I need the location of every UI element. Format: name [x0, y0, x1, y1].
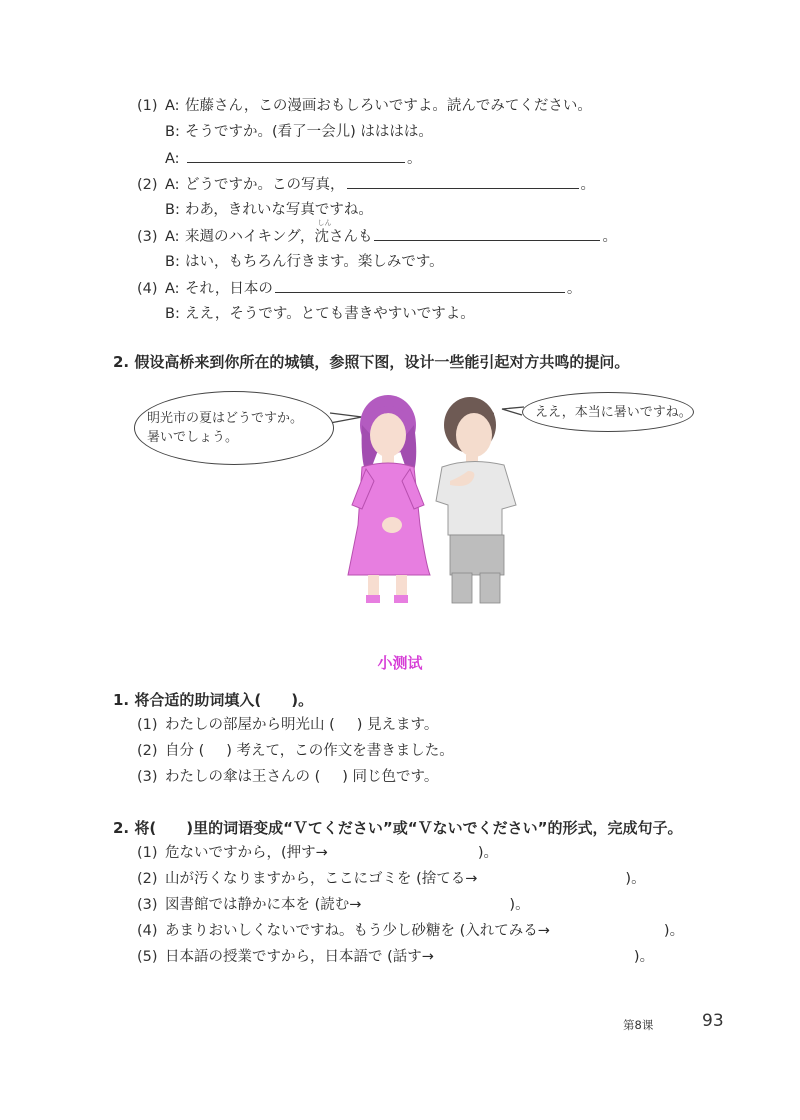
dialogue-text: そうですか。(看了一会儿) はははは。: [185, 124, 433, 140]
item-number: (5): [137, 949, 158, 965]
quiz-q2-heading: 2. 将( )里的词语变成“Ｖてください”或“Ｖないでください”的形式，完成句子。: [113, 819, 683, 837]
dialogue-3-line-a: [137, 219, 617, 247]
speaker-label: B:: [165, 306, 180, 322]
girl-figure-icon: [348, 395, 430, 603]
item-text: 山が汚くなりますから，ここにゴミを (捨てる→: [165, 871, 478, 887]
item-number: (3): [137, 897, 158, 913]
dialogue-text: 佐藤さん，この漫画おもしろいですよ。読んでみてください。: [185, 98, 592, 114]
dialogue-4-line-a: [137, 278, 581, 299]
item-text: 日本語の授業ですから，日本語で (話す→: [165, 949, 434, 965]
dialogue-2-line-a: [137, 174, 595, 195]
item-number: (1): [137, 98, 158, 114]
speaker-label: A:: [165, 281, 180, 297]
item-number: (1): [137, 845, 158, 861]
item-text: わたしの部屋から明光山 (: [165, 717, 335, 733]
sentence-end: 。: [407, 151, 422, 167]
boy-figure-icon: [436, 397, 516, 603]
item-text: )。: [663, 923, 685, 939]
answer-blank[interactable]: [374, 226, 600, 241]
speaker-label: A:: [165, 151, 180, 167]
quiz-q2-item: [137, 843, 498, 863]
bubble-text-line: 暑いでしょう。: [147, 430, 239, 445]
dialogue-text: わあ，きれいな写真ですね。: [185, 202, 373, 218]
answer-blank[interactable]: [275, 278, 565, 293]
quiz-q2-item: [137, 869, 646, 889]
item-number: (3): [137, 229, 158, 245]
item-text: ) 見えます。: [356, 717, 439, 733]
speech-bubble-left: [134, 391, 334, 465]
dialogue-1-line-a2: [165, 148, 422, 169]
dialogue-text: どうですか。この写真，: [185, 177, 345, 193]
dialogue-text: それ，日本の: [185, 281, 273, 297]
quiz-q1-item: [137, 741, 454, 761]
item-text: 図書館では静かに本を (読む→: [165, 897, 362, 913]
quiz-q1-item: [137, 767, 438, 787]
sentence-end: 。: [566, 281, 582, 297]
item-text: ) 同じ色です。: [342, 769, 439, 785]
dialogue-text: さんも: [328, 229, 373, 245]
item-text: 自分 (: [165, 743, 205, 759]
item-text: わたしの傘は王さんの (: [165, 769, 321, 785]
item-number: (2): [137, 177, 158, 193]
exercise-2-heading: 2. 假设高桥来到你所在的城镇，参照下图，设计一些能引起对方共鸣的提问。: [113, 353, 630, 371]
speaker-label: B:: [165, 254, 180, 270]
dialogue-3-line-b: [165, 252, 444, 272]
quiz-q1-heading: 1. 将合适的助词填入( )。: [113, 691, 314, 709]
speech-bubble-tail-right: [502, 407, 524, 415]
page-number: 93: [702, 1011, 724, 1031]
item-number: (2): [137, 871, 158, 887]
item-number: (1): [137, 717, 158, 733]
speaker-label: B:: [165, 202, 180, 218]
item-number: (4): [137, 281, 158, 297]
ruby-base: 沈: [314, 229, 329, 245]
item-number: (4): [137, 923, 158, 939]
bubble-text-line: 明光市の夏はどうですか。: [147, 411, 304, 426]
bubble-text-line: ええ，本当に暑いですね。: [535, 404, 692, 420]
answer-blank[interactable]: [187, 148, 405, 163]
quiz-q2-item: [137, 895, 530, 915]
quiz-q2-item: [137, 921, 684, 941]
dialogue-4-line-b: [165, 304, 475, 324]
quiz-title: 小测试: [377, 654, 423, 672]
speaker-label: A:: [165, 177, 180, 193]
item-text: ) 考えて，この作文を書きました。: [226, 743, 454, 759]
item-text: )。: [633, 949, 655, 965]
item-number: (3): [137, 769, 158, 785]
speaker-label: A:: [165, 229, 180, 245]
dialogue-text: 来週のハイキング，: [185, 229, 315, 245]
item-text: 危ないですから，(押す→: [165, 845, 328, 861]
item-text: )。: [625, 871, 646, 887]
dialogue-text: ええ，そうです。とても書きやすいですよ。: [185, 306, 475, 322]
dialogue-1-line-a: [137, 96, 592, 116]
item-text: あまりおいしくないですね。もう少し砂糖を (入れてみる→: [165, 923, 550, 939]
sentence-end: 。: [580, 177, 595, 193]
item-text: )。: [477, 845, 498, 861]
ruby-reading: しん: [317, 219, 332, 227]
sentence-end: 。: [602, 229, 617, 245]
answer-blank[interactable]: [347, 174, 579, 189]
speech-bubble-right: [522, 392, 694, 432]
quiz-q2-item: [137, 947, 654, 967]
ruby-name: [314, 219, 332, 247]
dialogue-1-line-b: [165, 122, 433, 142]
dialogue-text: はい，もちろん行きます。楽しみです。: [185, 254, 444, 270]
quiz-q1-item: [137, 715, 438, 735]
dialogue-2-line-b: [165, 200, 373, 220]
lesson-label: 第8课: [623, 1018, 654, 1032]
speaker-label: B:: [165, 124, 180, 140]
item-text: )。: [509, 897, 530, 913]
speaker-label: A:: [165, 98, 180, 114]
speech-bubble-tail-left: [330, 413, 362, 423]
item-number: (2): [137, 743, 158, 759]
